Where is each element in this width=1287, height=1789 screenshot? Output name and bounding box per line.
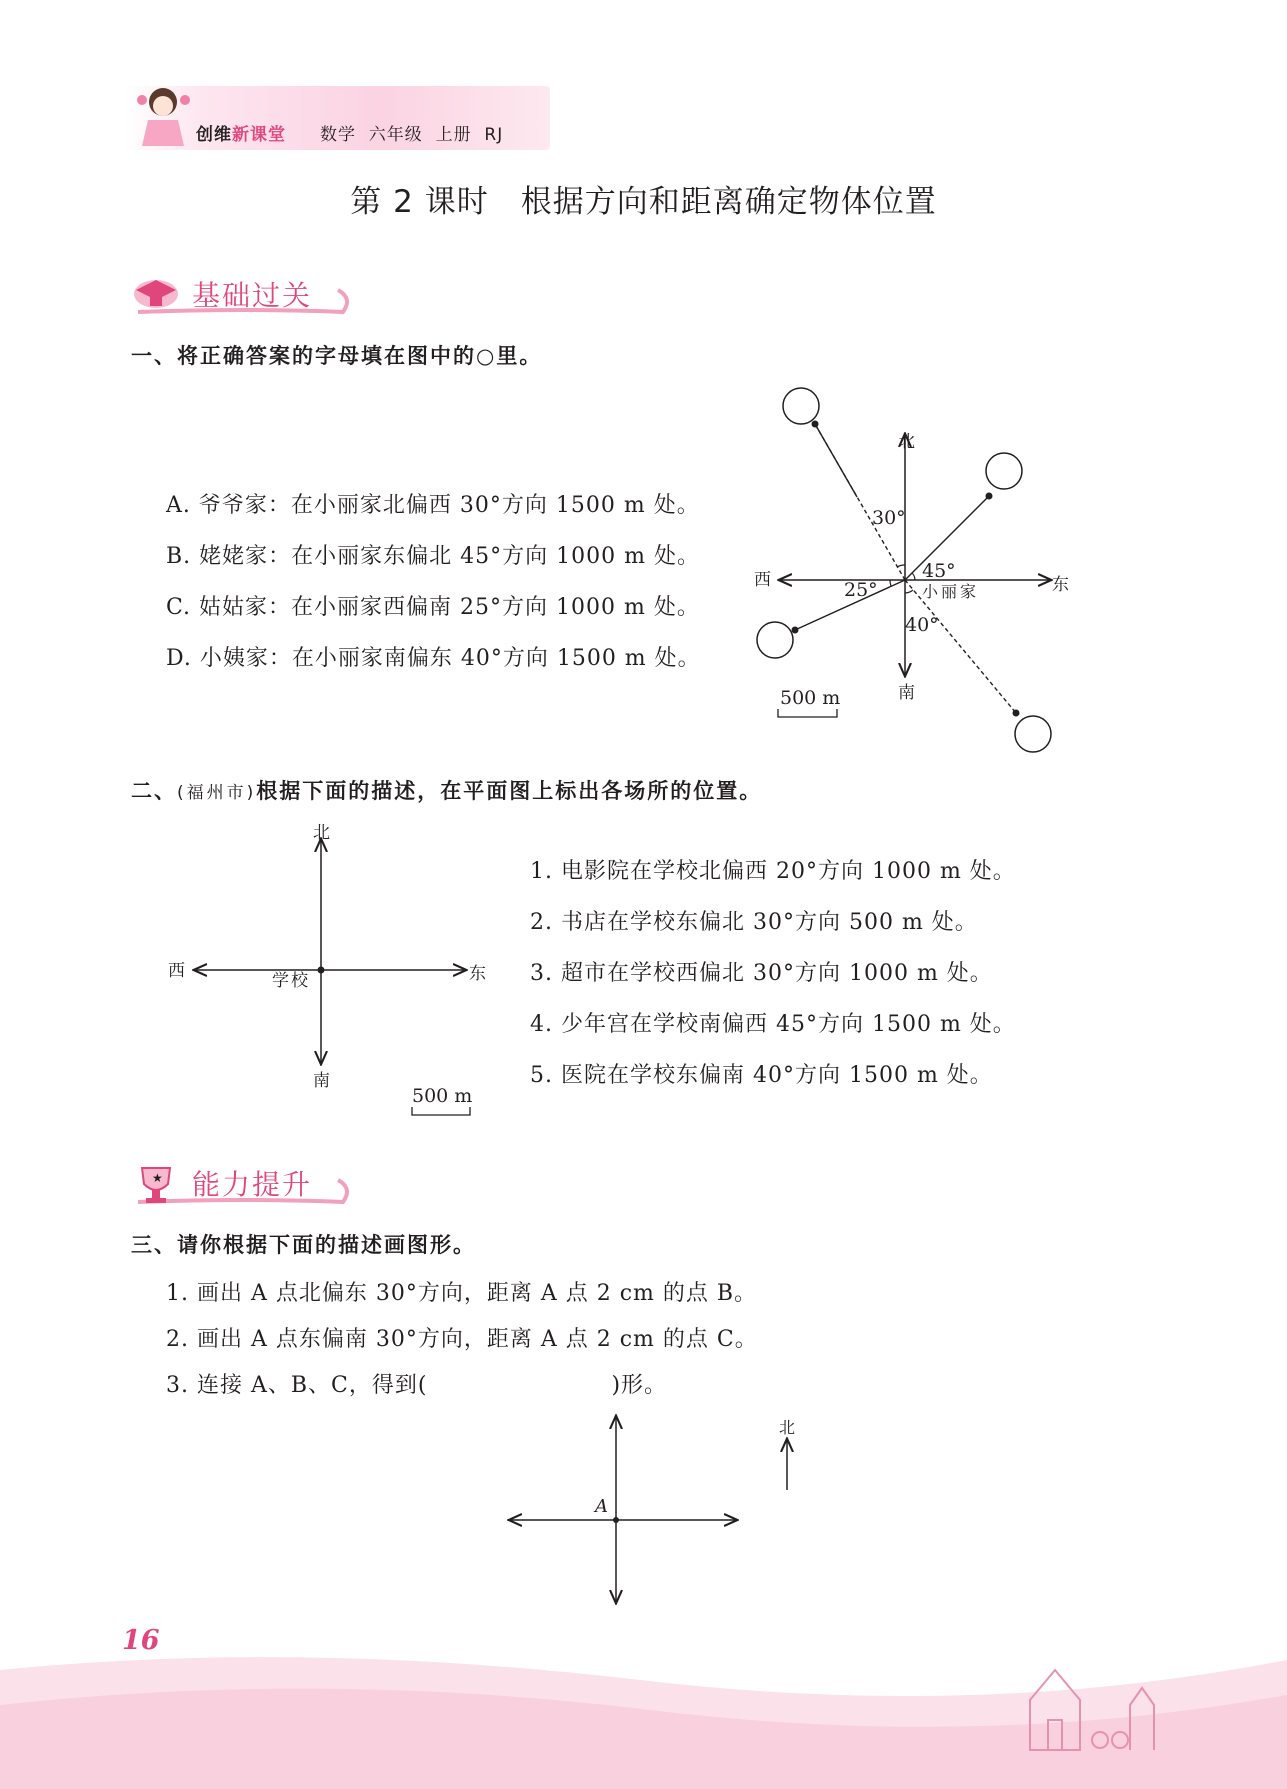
q2-prompt: 二、(福州市)根据下面的描述，在平面图上标出各场所的位置。 bbox=[131, 779, 763, 803]
point-a bbox=[812, 421, 819, 428]
section-title-advanced: 能力提升 bbox=[192, 1168, 313, 1201]
scale-bar bbox=[778, 709, 837, 717]
svg-text:★: ★ bbox=[152, 1171, 163, 1185]
angle-label-25: 25° bbox=[844, 579, 878, 601]
q1-option-d: D. 小姨家：在小丽家南偏东 40°方向 1500 m 处。 bbox=[166, 646, 701, 671]
north-label: 北 bbox=[313, 823, 330, 843]
east-label: 东 bbox=[1052, 575, 1069, 595]
angle-label-30: 30° bbox=[872, 507, 906, 529]
page-number: 16 bbox=[122, 1625, 160, 1656]
direction-line-a-solid bbox=[815, 424, 857, 497]
q3-drawing-area[interactable] bbox=[500, 1410, 820, 1610]
scale-bar bbox=[412, 1107, 470, 1115]
section-title-basic: 基础过关 bbox=[192, 279, 313, 312]
answer-circle-c[interactable] bbox=[757, 622, 793, 658]
scale-label: 500 m bbox=[412, 1085, 473, 1107]
brand-label: 创维新课堂 bbox=[196, 125, 286, 145]
q3-prompt: 三、请你根据下面的描述画图形。 bbox=[131, 1233, 476, 1257]
q1-prompt: 一、将正确答案的字母填在图中的○里。 bbox=[131, 344, 543, 368]
q1-option-b: B. 姥姥家：在小丽家东偏北 45°方向 1000 m 处。 bbox=[166, 544, 700, 569]
q2-item-2: 2. 书店在学校东偏北 30°方向 500 m 处。 bbox=[530, 910, 978, 935]
school-label: 学校 bbox=[272, 971, 310, 991]
q1-compass-diagram bbox=[740, 375, 1090, 765]
point-c bbox=[792, 627, 799, 634]
point-a-label: A bbox=[595, 1496, 608, 1517]
south-label: 南 bbox=[898, 683, 915, 703]
page-title: 第 2 课时 根据方向和距离确定物体位置 bbox=[350, 184, 937, 220]
footer-wave-decoration bbox=[0, 1610, 1287, 1789]
q3-item-3: 3. 连接 A、B、C，得到( )形。 bbox=[166, 1373, 668, 1398]
school-point bbox=[318, 967, 325, 974]
angle-label-45: 45° bbox=[922, 560, 956, 582]
q2-item-4: 4. 少年宫在学校南偏西 45°方向 1500 m 处。 bbox=[530, 1012, 1016, 1037]
q3-item-2: 2. 画出 A 点东偏南 30°方向，距离 A 点 2 cm 的点 C。 bbox=[166, 1327, 758, 1352]
q3-item-1: 1. 画出 A 点北偏东 30°方向，距离 A 点 2 cm 的点 B。 bbox=[166, 1281, 758, 1306]
east-label: 东 bbox=[469, 964, 486, 984]
q2-item-5: 5. 医院在学校东偏南 40°方向 1500 m 处。 bbox=[530, 1063, 993, 1088]
q1-option-c: C. 姑姑家：在小丽家西偏南 25°方向 1000 m 处。 bbox=[166, 595, 700, 620]
girl-illustration-icon bbox=[128, 80, 198, 152]
answer-circle-a[interactable] bbox=[783, 388, 819, 424]
north-label: 北 bbox=[779, 1418, 796, 1437]
q2-compass-diagram bbox=[165, 820, 495, 1120]
point-a bbox=[613, 1517, 619, 1523]
west-label: 西 bbox=[168, 961, 185, 981]
south-label: 南 bbox=[313, 1071, 330, 1091]
west-label: 西 bbox=[754, 570, 771, 590]
scale-label: 500 m bbox=[780, 687, 841, 709]
answer-circle-b[interactable] bbox=[986, 453, 1022, 489]
point-d bbox=[1013, 710, 1020, 717]
center-label: 小丽家 bbox=[922, 582, 980, 601]
angle-label-40: 40° bbox=[905, 614, 939, 636]
book-subtitle: 数学 六年级 上册 RJ bbox=[320, 125, 504, 145]
answer-circle-d[interactable] bbox=[1015, 716, 1051, 752]
q1-option-a: A. 爷爷家：在小丽家北偏西 30°方向 1500 m 处。 bbox=[166, 493, 700, 518]
q2-item-1: 1. 电影院在学校北偏西 20°方向 1000 m 处。 bbox=[530, 859, 1016, 884]
point-b bbox=[986, 493, 993, 500]
q2-item-3: 3. 超市在学校西偏北 30°方向 1000 m 处。 bbox=[530, 961, 993, 986]
north-label: 北 bbox=[898, 432, 915, 452]
